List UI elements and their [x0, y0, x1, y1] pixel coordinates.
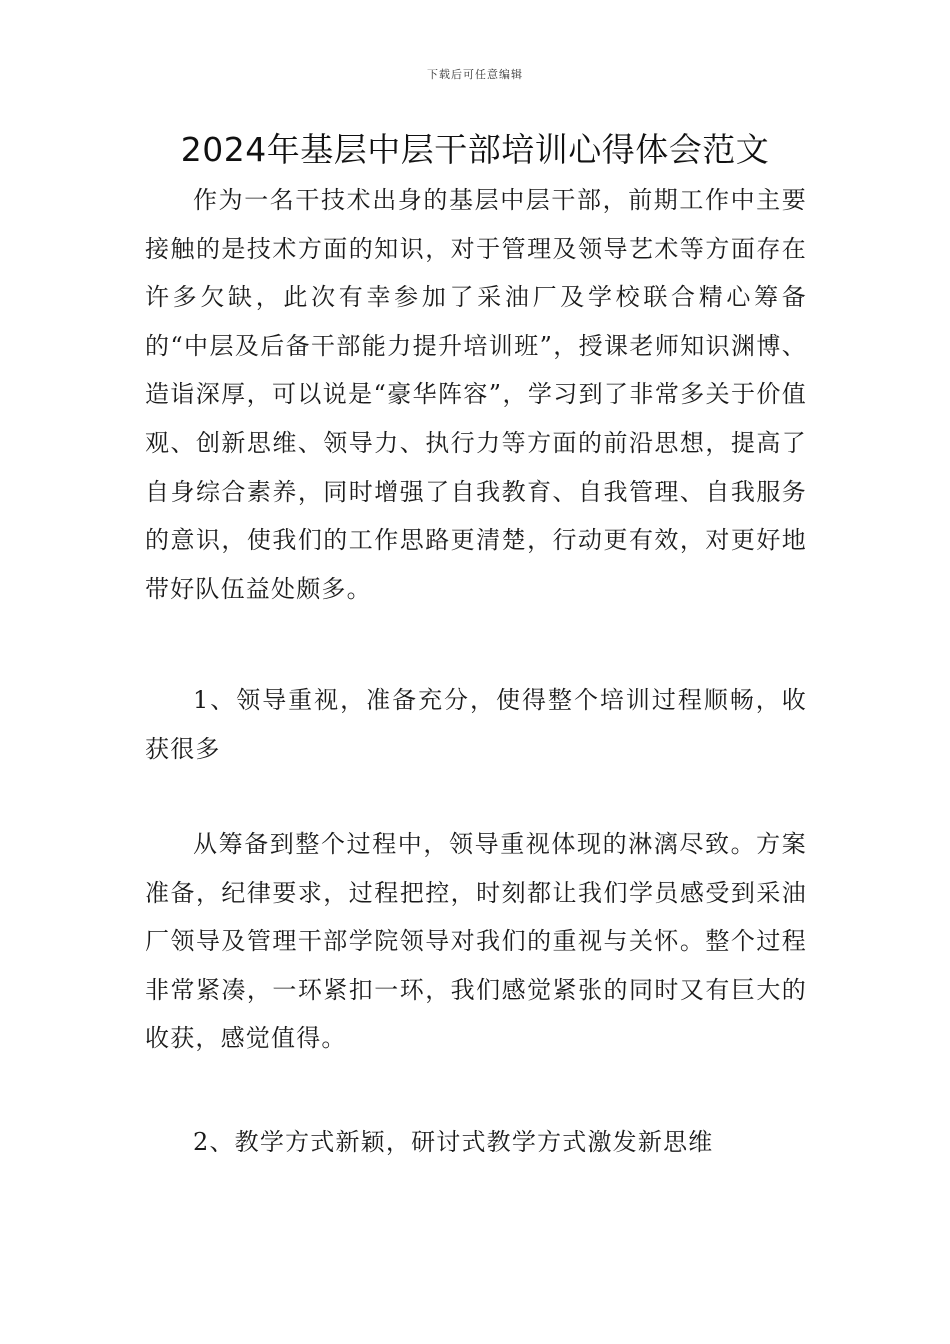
header-note: 下载后可任意编辑: [427, 68, 523, 81]
body-paragraph-intro: 作为一名干技术出身的基层中层干部，前期工作中主要接触的是技术方面的知识，对于管理及领导艺术等方面存在许多欠缺，此次有幸参加了采油厂及学校联合精心筹备的“中层及后备干部能力提升培训班”，授课老师知识渊博、造诣深厚，可以说是“豪华阵容”，学习到了非常多关于价值观、创新思维、领导力、执行力等方面的前沿思想，提高了自身综合素养，同时增强了自我教育、自我管理、自我服务的意识，使我们的工作思路更清楚，行动更有效，对更好地带好队伍益处颇多。: [145, 186, 807, 603]
section-heading-2: 2、教学方式新颖，研讨式教学方式激发新思维: [193, 1128, 714, 1156]
document-title: 2024年基层中层干部培训心得体会范文: [180, 130, 770, 169]
section-heading-1: 1、领导重视，准备充分，使得整个培训过程顺畅，收获很多: [145, 686, 807, 763]
body-paragraph-section-1: 从筹备到整个过程中，领导重视体现的淋漓尽致。方案准备，纪律要求，过程把控，时刻都让我们学员感受到采油厂领导及管理干部学院领导对我们的重视与关怀。整个过程非常紧凑，一环紧扣一环，我们感觉紧张的同时又有巨大的收获，感觉值得。: [145, 830, 807, 1053]
